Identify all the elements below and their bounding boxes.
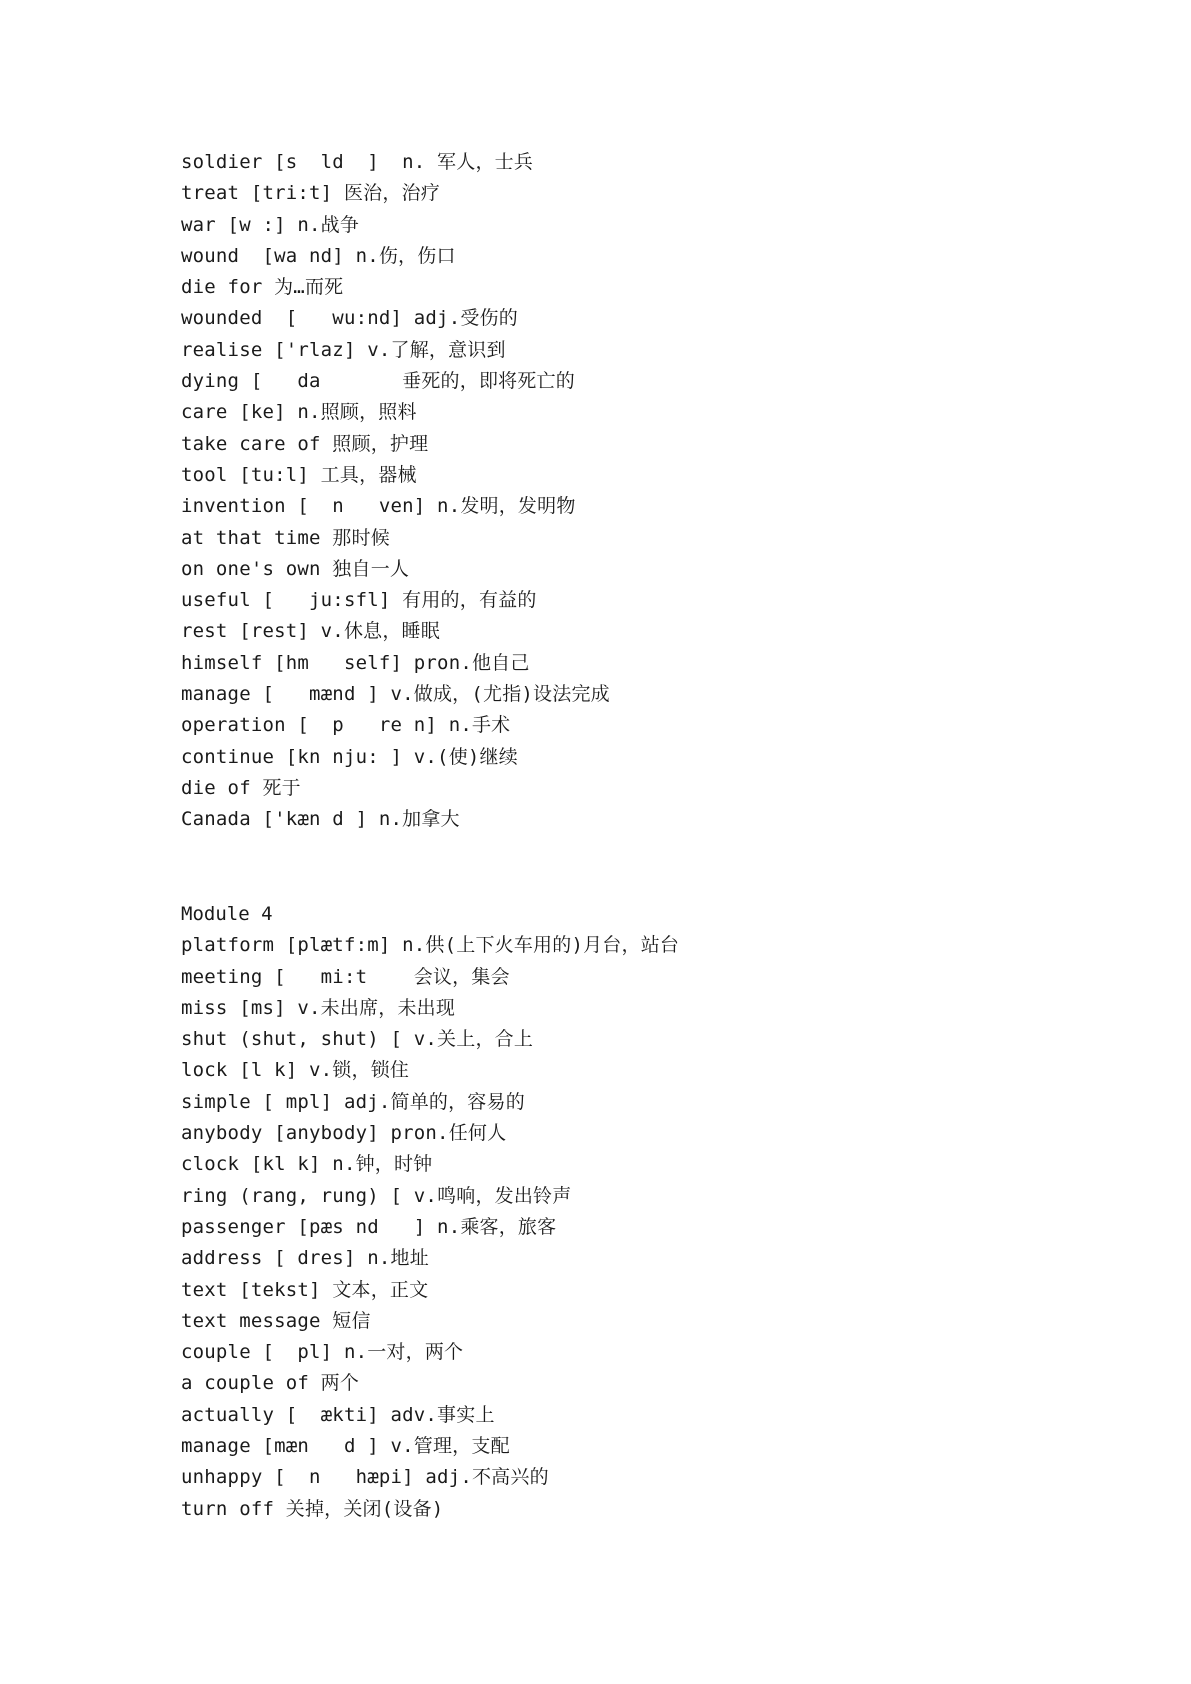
vocab-entry: meeting [ mi:t 会议，集会 bbox=[181, 965, 510, 988]
vocab-entry: lock [l k] v.锁，锁住 bbox=[181, 1059, 410, 1082]
vocab-entry: take care of 照顾，护理 bbox=[181, 432, 429, 455]
vocab-entry: text [tekst] 文本，正文 bbox=[181, 1278, 429, 1301]
vocab-entry: address [ dres] n.地址 bbox=[181, 1247, 429, 1270]
vocab-entry: simple [ mpl] adj.简单的，容易的 bbox=[181, 1090, 525, 1113]
vocab-entry: at that time 那时候 bbox=[181, 526, 390, 549]
vocab-entry: wound [wa nd] n.伤，伤口 bbox=[181, 244, 456, 267]
vocab-entry: die for 为…而死 bbox=[181, 276, 344, 299]
vocab-entry: couple [ pl] n.一对，两个 bbox=[181, 1341, 464, 1364]
vocab-entry: passenger [pæs nd ] n.乘客，旅客 bbox=[181, 1215, 557, 1238]
vocab-entry: turn off 关掉，关闭(设备) bbox=[181, 1497, 444, 1520]
vocab-entry: continue [kn nju: ] v.(使)继续 bbox=[181, 745, 518, 768]
vocab-entry: die of 死于 bbox=[181, 776, 301, 799]
vocab-entry: manage [ mænd ] v.做成，(尤指)设法完成 bbox=[181, 683, 610, 706]
vocab-entry: war [w :] n.战争 bbox=[181, 213, 360, 236]
vocab-entry: actually [ ækti] adv.事实上 bbox=[181, 1403, 495, 1426]
vocab-entry: Canada ['kæn d ] n.加拿大 bbox=[181, 808, 460, 831]
vocab-entry: clock [kl k] n.钟，时钟 bbox=[181, 1153, 433, 1176]
vocabulary-list-module-4 bbox=[181, 899, 1081, 1525]
vocab-entry: anybody [anybody] pron.任何人 bbox=[181, 1122, 507, 1145]
vocab-entry: care [ke] n.照顾，照料 bbox=[181, 401, 417, 424]
vocab-entry: realise ['rlaz] v.了解，意识到 bbox=[181, 338, 506, 361]
vocab-entry: shut (shut, shut) [ v.关上，合上 bbox=[181, 1028, 534, 1051]
vocab-entry: on one's own 独自一人 bbox=[181, 557, 410, 580]
vocab-entry: himself [hm self] pron.他自己 bbox=[181, 651, 530, 674]
vocab-entry: wounded [ wu:nd] adj.受伤的 bbox=[181, 307, 518, 330]
vocab-entry: unhappy [ n hæpi] adj.不高兴的 bbox=[181, 1466, 549, 1489]
vocab-entry: dying [ da 垂死的，即将死亡的 bbox=[181, 370, 575, 393]
vocab-entry: rest [rest] v.休息，睡眠 bbox=[181, 620, 440, 643]
vocab-entry: ring (rang, rung) [ v.鸣响，发出铃声 bbox=[181, 1184, 572, 1207]
vocab-entry: treat [tri:t] 医治，治疗 bbox=[181, 182, 440, 205]
vocab-entry: text message 短信 bbox=[181, 1309, 371, 1332]
vocab-entry: a couple of 两个 bbox=[181, 1372, 360, 1395]
vocab-entry: useful [ ju:sfl] 有用的，有益的 bbox=[181, 589, 537, 612]
vocabulary-list-module-3 bbox=[181, 147, 1081, 836]
vocab-entry: soldier [s ld ] n. 军人，士兵 bbox=[181, 151, 534, 173]
vocab-entry: platform [plætf:m] n.供(上下火车用的)月台，站台 bbox=[181, 934, 680, 957]
vocab-entry: operation [ p re n] n.手术 bbox=[181, 714, 511, 737]
vocab-entry: tool [tu:l] 工具，器械 bbox=[181, 463, 417, 486]
vocab-entry: invention [ n ven] n.发明，发明物 bbox=[181, 495, 576, 518]
vocab-entry: manage [mæn d ] v.管理，支配 bbox=[181, 1435, 510, 1458]
module-heading: Module 4 bbox=[181, 903, 273, 925]
vocab-entry: miss [ms] v.未出席，未出现 bbox=[181, 996, 456, 1019]
